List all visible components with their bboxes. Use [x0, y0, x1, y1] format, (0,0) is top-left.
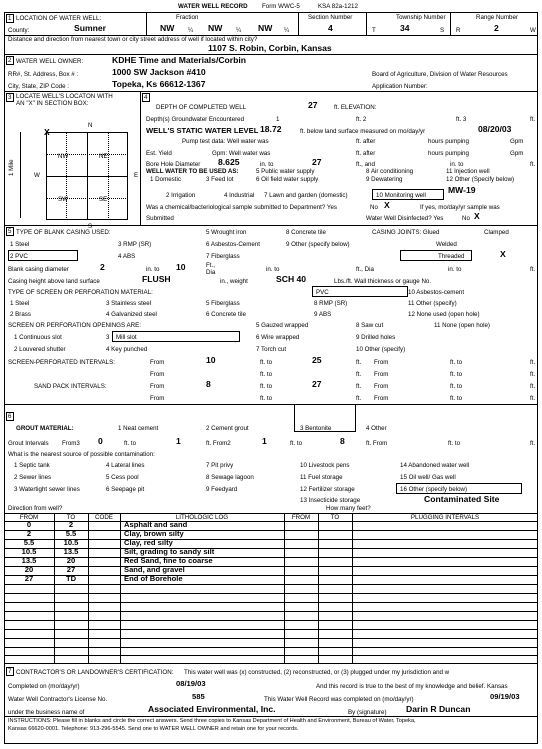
- contaminated-site-value[interactable]: Contaminated Site: [424, 494, 500, 504]
- record-date-value[interactable]: 09/19/03: [490, 692, 520, 701]
- city-value[interactable]: Topeka, Ks 66612-1367: [112, 79, 206, 89]
- casing-height-value[interactable]: FLUSH: [142, 274, 171, 284]
- township-value[interactable]: 34: [400, 23, 410, 33]
- mile-label: 1 Mile: [8, 159, 15, 176]
- quarter-1[interactable]: NW: [160, 23, 175, 33]
- grout-material-label: GROUT MATERIAL:: [16, 425, 74, 432]
- grout-from2-value[interactable]: 1: [262, 436, 267, 446]
- casing-type-label: TYPE OF BLANK CASING USED:: [16, 229, 111, 236]
- casing-diameter-value[interactable]: 2: [100, 262, 105, 272]
- sand-pack-to-value[interactable]: 27: [312, 379, 322, 389]
- use-label: WELL WATER TO BE USED AS:: [146, 168, 239, 175]
- bore-diameter-value[interactable]: 8.625: [218, 157, 240, 167]
- casing-weight-value[interactable]: SCH 40: [276, 274, 307, 284]
- sand-pack-from-value[interactable]: 8: [206, 379, 211, 389]
- openings-label: SCREEN OR PERFORATION OPENINGS ARE:: [8, 322, 141, 329]
- quarter-2[interactable]: NW: [208, 23, 223, 33]
- perforated-intervals-label: SCREEN-PERFORATED INTERVALS:: [8, 359, 115, 366]
- contamination-label: What is the nearest source of possible contamination:: [8, 451, 155, 458]
- log-header-lithologic: LITHOLOGIC LOG: [175, 514, 229, 521]
- section-number-value[interactable]: 4: [328, 23, 333, 33]
- license-value[interactable]: 585: [192, 692, 205, 701]
- static-level-label: WELL'S STATIC WATER LEVEL: [146, 126, 259, 135]
- fraction-label: Fraction: [176, 14, 199, 21]
- instructions-line-1: INSTRUCTIONS: Please fill in blanks and circle the correct answers. Send three copies to Kansas Department of Health and Environment, Bureau of Water, Topeka,: [8, 718, 416, 724]
- owner-value[interactable]: KDHE Time and Materials/Corbin: [112, 55, 247, 65]
- log-header-from2: FROM: [291, 514, 311, 521]
- form-number: Form WWC-5: [262, 3, 300, 10]
- certification-label: CONTRACTOR'S OR LANDOWNER'S CERTIFICATION:: [16, 669, 174, 676]
- township-label: Township Number: [396, 14, 446, 21]
- section-number-label: Section Number: [308, 14, 353, 21]
- city-label: City, State, ZIP Code :: [8, 83, 69, 90]
- grout-to-value[interactable]: 1: [176, 436, 181, 446]
- section-1-num: 1: [8, 15, 12, 22]
- business-name-value[interactable]: Associated Environmental, Inc.: [148, 704, 276, 714]
- locate-label-2: AN "X" IN SECTION BOX:: [16, 100, 89, 107]
- signature-value[interactable]: Darin R Duncan: [406, 704, 471, 714]
- screen-type-label: TYPE OF SCREEN OR PERFORATION MATERIAL:: [8, 289, 153, 296]
- groundwater-label: Depth(s) Groundwater Encountered: [146, 116, 245, 123]
- street-value[interactable]: 1000 SW Jackson #410: [112, 67, 206, 77]
- street-label: RR#, St. Address, Box # :: [8, 71, 79, 78]
- log-header-to2: TO: [330, 514, 340, 521]
- water-well-record-form: WATER WELL RECORD Form WWC-5 KSA 82a-1212 1 LOCATION OF WATER WELL: County: Sumner Fraction NW ¼ NW ¼ NW ¼ Section Number 4 Township Number T 34 S Range Number R 2 W Distance and direction from nearest town or city street address of well if located within city? 1107 S. Robin, Corbin, Kansas 2 WATER WELL OWNER: KDHE Time and Materials/Corbin RR#, St. Address, Box # : 1000 SW Jackson #410 Board of Agriculture, Division of Water Resources City, State, ZIP Code : Topeka, Ks 66612-1367 Application Number: 3 LOCATE WELL'S LOCATON WITH AN "X" IN SECTION BOX: N S W E 1 Mile NW NE SW SE X 4 DEPTH OF COMPLETED WELL 27 ft. ELEVATION: Depth(s) Groundwater Encountered 1 ft. 2 ft. 3 ft. WELL'S STATIC WATER LEVEL 18.72 ft. below land surface measured on mo/day/yr 08/20/03 Pump test data: Well water was ft. after hours pumping Gpm Est. Yield Gpm: Well water was ft. after hours pumping Gpm Bore Hole Diameter 8.625 in. to 27 ft., and in. to ft. WELL WATER TO BE USED AS: 5 Public water supply 8 Air conditioning 11 Injection well 1 Domestic 3 Feed lot 6 Oil field water supply 9 Dewatering 12 Other (Specify below) 2 Irrigation 4 Industrial 7 Lawn and garden (domestic) 10 Monitoring well MW-19 Was a chemical/bacteriological sample submitted to Department? Yes No X If yes, mo/day/yr sample was Submitted Water Well Disinfected? Yes No X 5 TYPE OF BLANK CASING USED: 5 Wrought iron 8 Concrete tile CASING JOINTS: Glued Clamped 1 Steel 3 RMP (SR) 6 Asbestos-Cement 9 Other (specify below) Welded 2 PVC 4 ABS 7 Fiberglass Threaded X Blank casing diameter 2 in. to 10 Ft., Dia in. to ft., Dia in. to ft. Casing height above land surface FLUSH in., weight SCH 40 Lbs./ft. Wall thickness or gauge No. TYPE OF SCREEN OR PERFORATION MATERIAL: PVC 10 Asbestos-cement 1 Steel 3 Stainless steel 5 Fiberglass 8 RMP (SR) 11 Other (specify) 2 Brass 4 Galvanized steel 6 Concrete tile 9 ABS 12 None used (open hole) SCREEN OR PERFORATION OPENINGS ARE: 5 Gauzed wrapped 8 Saw cut 11 None (open hole) 1 Continuous slot 3 Mill slot 6 Wire wrapped 9 Drilled holes 2 Louvered shutter 4 Key punched 7 Torch cut 10 Other (specify) SCREEN-PERFORATED INTERVALS: From 10 ft. to 25 ft. From ft. to ft. From ft. to ft. From ft. to ft. SAND PACK INTERVALS: From 8 ft. to 27 ft. From ft. to ft. From ft. to ft. From ft. to ft. 6 GROUT MATERIAL: 1 Neat cement 2 Cement grout 3 Bentonite 4 Other Grout Intervals From3 0 ft. to 1 ft. From2 1 ft. to 8 ft. From ft. to ft. What is the nearest source of possible contamination: 1 Septic tank 4 Lateral lines 7 Pit privy 10 Livestock pens 14 Abandoned water well 2 Sewer lines 5 Cess pool 8 Sewage lagoon 11 Fuel storage 15 Oil well/ Gas well 3 Watertight sewer lines 6 Seepage pit 9 Feedyard 12 Fertilizer storage 16 Other (specify below) 13 Insecticide storage Contaminated Site Direction from well? How many feet? FROM TO CODE LITHOLOGIC LOG FROM TO PLUGGING INTERVALS 0 2 Asphalt and sand 2 5.5 Clay, brown silty 5.5 10.5 Clay, red silty 10.5 13.5 Silt, grading to sandy silt 13.5 20 Red Sand, fine to coarse 20 27 Sand, and gravel 27 TD End of Borehole 7 CONTRACTOR'S OR LANDOWNER'S CERTIFICATION: This water well was (x) constructed, (2) reconstructed, or (3) plugged under my jurisdiction and w Completed on (mo/day/yr) 08/19/03 And this record is true to the best of my knowledge and belief. Kansas Water Well Contractor's License No. 585 This Water Well Record was completed on (mo/day/yr) 09/19/03 under the business name of Associated Environmental, Inc. By (signature) Darin R Duncan INSTRUCTIONS: Please fill in blanks and circle the correct answers. Send three copies to Kansas Department of Health and Environment, Bureau of Water, Topeka, Kansas 66620-0001. Telephone: 913-296-5545. Send one to WATER WELL OWNER and retain one for your records.: [0, 0, 542, 749]
- instructions-line-2: Kansas 66620-0001. Telephone: 913-296-5545. Send one to WATER WELL OWNER and retain one for your records.: [8, 726, 299, 732]
- log-header-code: CODE: [95, 514, 113, 521]
- perforated-to-value[interactable]: 25: [312, 355, 322, 365]
- county-value[interactable]: Sumner: [74, 23, 106, 33]
- range-value[interactable]: 2: [494, 23, 499, 33]
- sand-pack-label: SAND PACK INTERVALS:: [34, 383, 107, 390]
- perforated-from-value[interactable]: 10: [206, 355, 216, 365]
- range-label: Range Number: [476, 14, 518, 21]
- depth-label: DEPTH OF COMPLETED WELL: [156, 104, 247, 111]
- completed-date-value[interactable]: 08/19/03: [176, 679, 206, 688]
- log-header-plugging: PLUGGING INTERVALS: [410, 514, 480, 521]
- grout-to2-value[interactable]: 8: [340, 436, 345, 446]
- application-number-label: Application Number:: [372, 83, 428, 90]
- grout-from-value[interactable]: 0: [98, 436, 103, 446]
- depth-value[interactable]: 27: [308, 100, 318, 110]
- static-level-value[interactable]: 18.72: [260, 124, 282, 134]
- form-title: WATER WELL RECORD: [178, 3, 248, 10]
- log-header-from: FROM: [19, 514, 39, 521]
- form-ksa: KSA 82a-1212: [318, 3, 358, 10]
- address-value[interactable]: 1107 S. Robin, Corbin, Kansas: [208, 43, 332, 53]
- board-text: Board of Agriculture, Division of Water Resources: [372, 71, 508, 78]
- well-location-mark: X: [44, 127, 50, 137]
- static-level-date[interactable]: 08/20/03: [478, 124, 512, 134]
- well-id-value[interactable]: MW-19: [448, 185, 476, 195]
- distance-label: Distance and direction from nearest town or city street address of well if located within city?: [8, 36, 258, 43]
- quarter-3[interactable]: NW: [258, 23, 273, 33]
- county-label: County:: [8, 27, 30, 34]
- location-label: LOCATION OF WATER WELL:: [16, 15, 102, 22]
- owner-label: WATER WELL OWNER:: [16, 58, 84, 65]
- log-header-to: TO: [66, 514, 76, 521]
- bore-depth-value[interactable]: 27: [312, 157, 322, 167]
- casing-depth-value[interactable]: 10: [176, 262, 186, 272]
- locate-label-1: LOCATE WELL'S LOCATON WITH: [16, 93, 113, 100]
